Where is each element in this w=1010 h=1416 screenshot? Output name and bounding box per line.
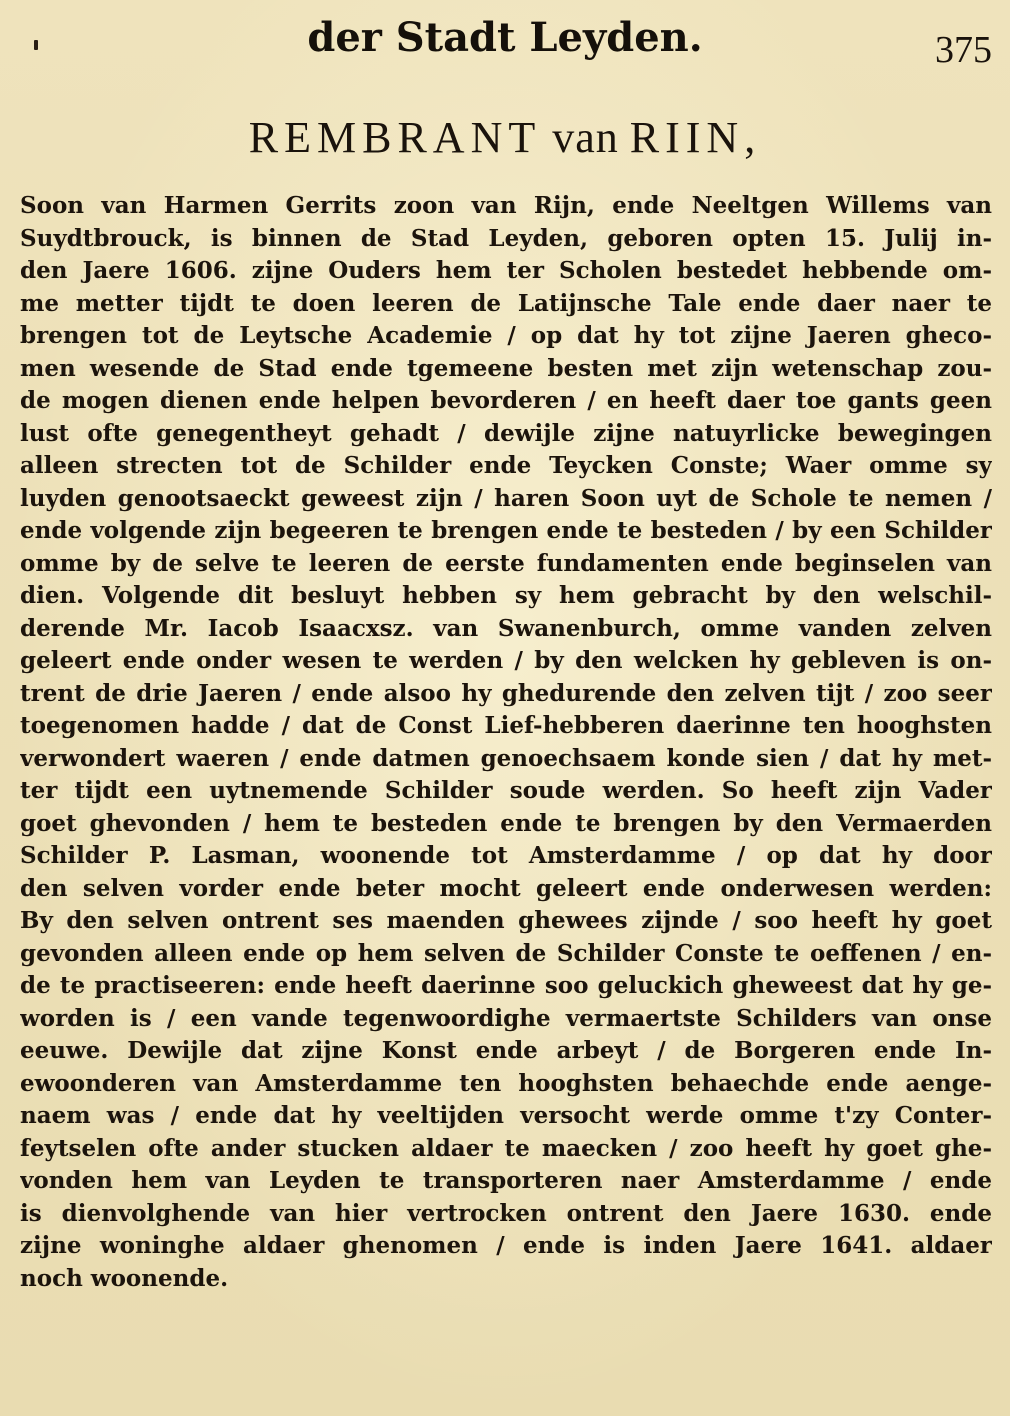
text-line: naem was / ende dat hy veeltijden versocht werde omme t'zy Conter-	[20, 1102, 992, 1129]
title-name: REMBRANT	[248, 113, 542, 162]
chapter-title	[0, 112, 1010, 163]
text-line: vonden hem van Leyden te transporteren naer Amsterdamme / ende	[20, 1167, 992, 1194]
text-line: luyden genootsaeckt geweest zijn / haren Soon uyt de Schole te nemen /	[20, 484, 992, 512]
text-line: alleen strecten tot de Schilder ende Teycken Conste; Waer omme sy	[20, 452, 992, 479]
text-line: de te practiseeren: ende heeft daerinne soo geluckich gheweest dat hy ge-	[20, 972, 992, 999]
text-line: lust ofte genegentheyt gehadt / dewijle zijne natuyrlicke bewegingen	[20, 419, 992, 447]
text-line: worden is / een vande tegenwoordighe vermaertste Schilders van onse	[20, 1004, 992, 1032]
text-line: brengen tot de Leytsche Academie / op dat hy tot zijne Jaeren gheco-	[20, 322, 992, 349]
text-line: toegenomen hadde / dat de Const Lief-hebberen daerinne ten hooghsten	[20, 712, 992, 739]
text-line: ewoonderen van Amsterdamme ten hooghsten behaechde ende aenge-	[20, 1069, 992, 1097]
text-line: gevonden alleen ende op hem selven de Schilder Conste te oeffenen / en-	[20, 939, 992, 967]
text-line: Soon van Harmen Gerrits zoon van Rijn, ende Neeltgen Willems van	[20, 192, 992, 219]
text-line: eeuwe. Dewijle dat zijne Konst ende arbeyt / de Borgeren ende In-	[20, 1037, 992, 1064]
text-line: den Jaere 1606. zijne Ouders hem ter Scholen bestedet hebbende om-	[20, 257, 992, 284]
running-head: der Stadt Leyden.	[307, 14, 703, 61]
text-line: de mogen dienen ende helpen bevorderen / en heeft daer toe gants geen	[20, 387, 992, 414]
text-line: me metter tijdt te doen leeren de Latijnsche Tale ende daer naer te	[20, 289, 992, 317]
text-line: derende Mr. Iacob Isaacxsz. van Swanenburch, omme vanden zelven	[20, 614, 992, 642]
text-line: geleert ende onder wesen te werden / by den welcken hy gebleven is on-	[20, 647, 992, 674]
body-text	[20, 190, 992, 1295]
text-line: trent de drie Jaeren / ende alsoo hy ghedurende den zelven tijt / zoo seer	[20, 679, 992, 707]
text-line: den selven vorder ende beter mocht geleert ende onderwesen werden:	[20, 874, 992, 902]
text-line: ter tijdt een uytnemende Schilder soude werden. So heeft zijn Vader	[20, 777, 992, 804]
title-surname: RIIN,	[629, 113, 762, 162]
page-number: 375	[935, 29, 992, 71]
text-line: Schilder P. Lasman, woonende tot Amsterdamme / op dat hy door	[20, 842, 992, 869]
text-line: dien. Volgende dit besluyt hebben sy hem gebracht by den welschil-	[20, 582, 992, 609]
text-line: zijne woninghe aldaer ghenomen / ende is inden Jaere 1641. aldaer	[20, 1232, 992, 1259]
text-line: men wesende de Stad ende tgemeene besten met zijn wetenschap zou-	[20, 354, 992, 382]
text-line: By den selven ontrent ses maenden ghewees zijnde / soo heeft hy goet	[20, 907, 992, 934]
text-line: is dienvolghende van hier vertrocken ontrent den Jaere 1630. ende	[20, 1199, 992, 1227]
text-line: Suydtbrouck, is binnen de Stad Leyden, geboren opten 15. Julij in-	[20, 224, 992, 252]
text-line: goet ghevonden / hem te besteden ende te brengen by den Vermaerden	[20, 809, 992, 837]
text-line: omme by de selve te leeren de eerste fundamenten ende beginselen van	[20, 549, 992, 577]
text-line: feytselen ofte ander stucken aldaer te maecken / zoo heeft hy goet ghe-	[20, 1134, 992, 1162]
text-line: noch woonende.	[20, 1264, 229, 1292]
text-line: ende volgende zijn begeeren te brengen ende te besteden / by een Schilder	[20, 517, 992, 544]
title-particle: van	[552, 113, 619, 162]
text-line: verwondert waeren / ende datmen genoechsaem konde sien / dat hy met-	[20, 744, 992, 772]
